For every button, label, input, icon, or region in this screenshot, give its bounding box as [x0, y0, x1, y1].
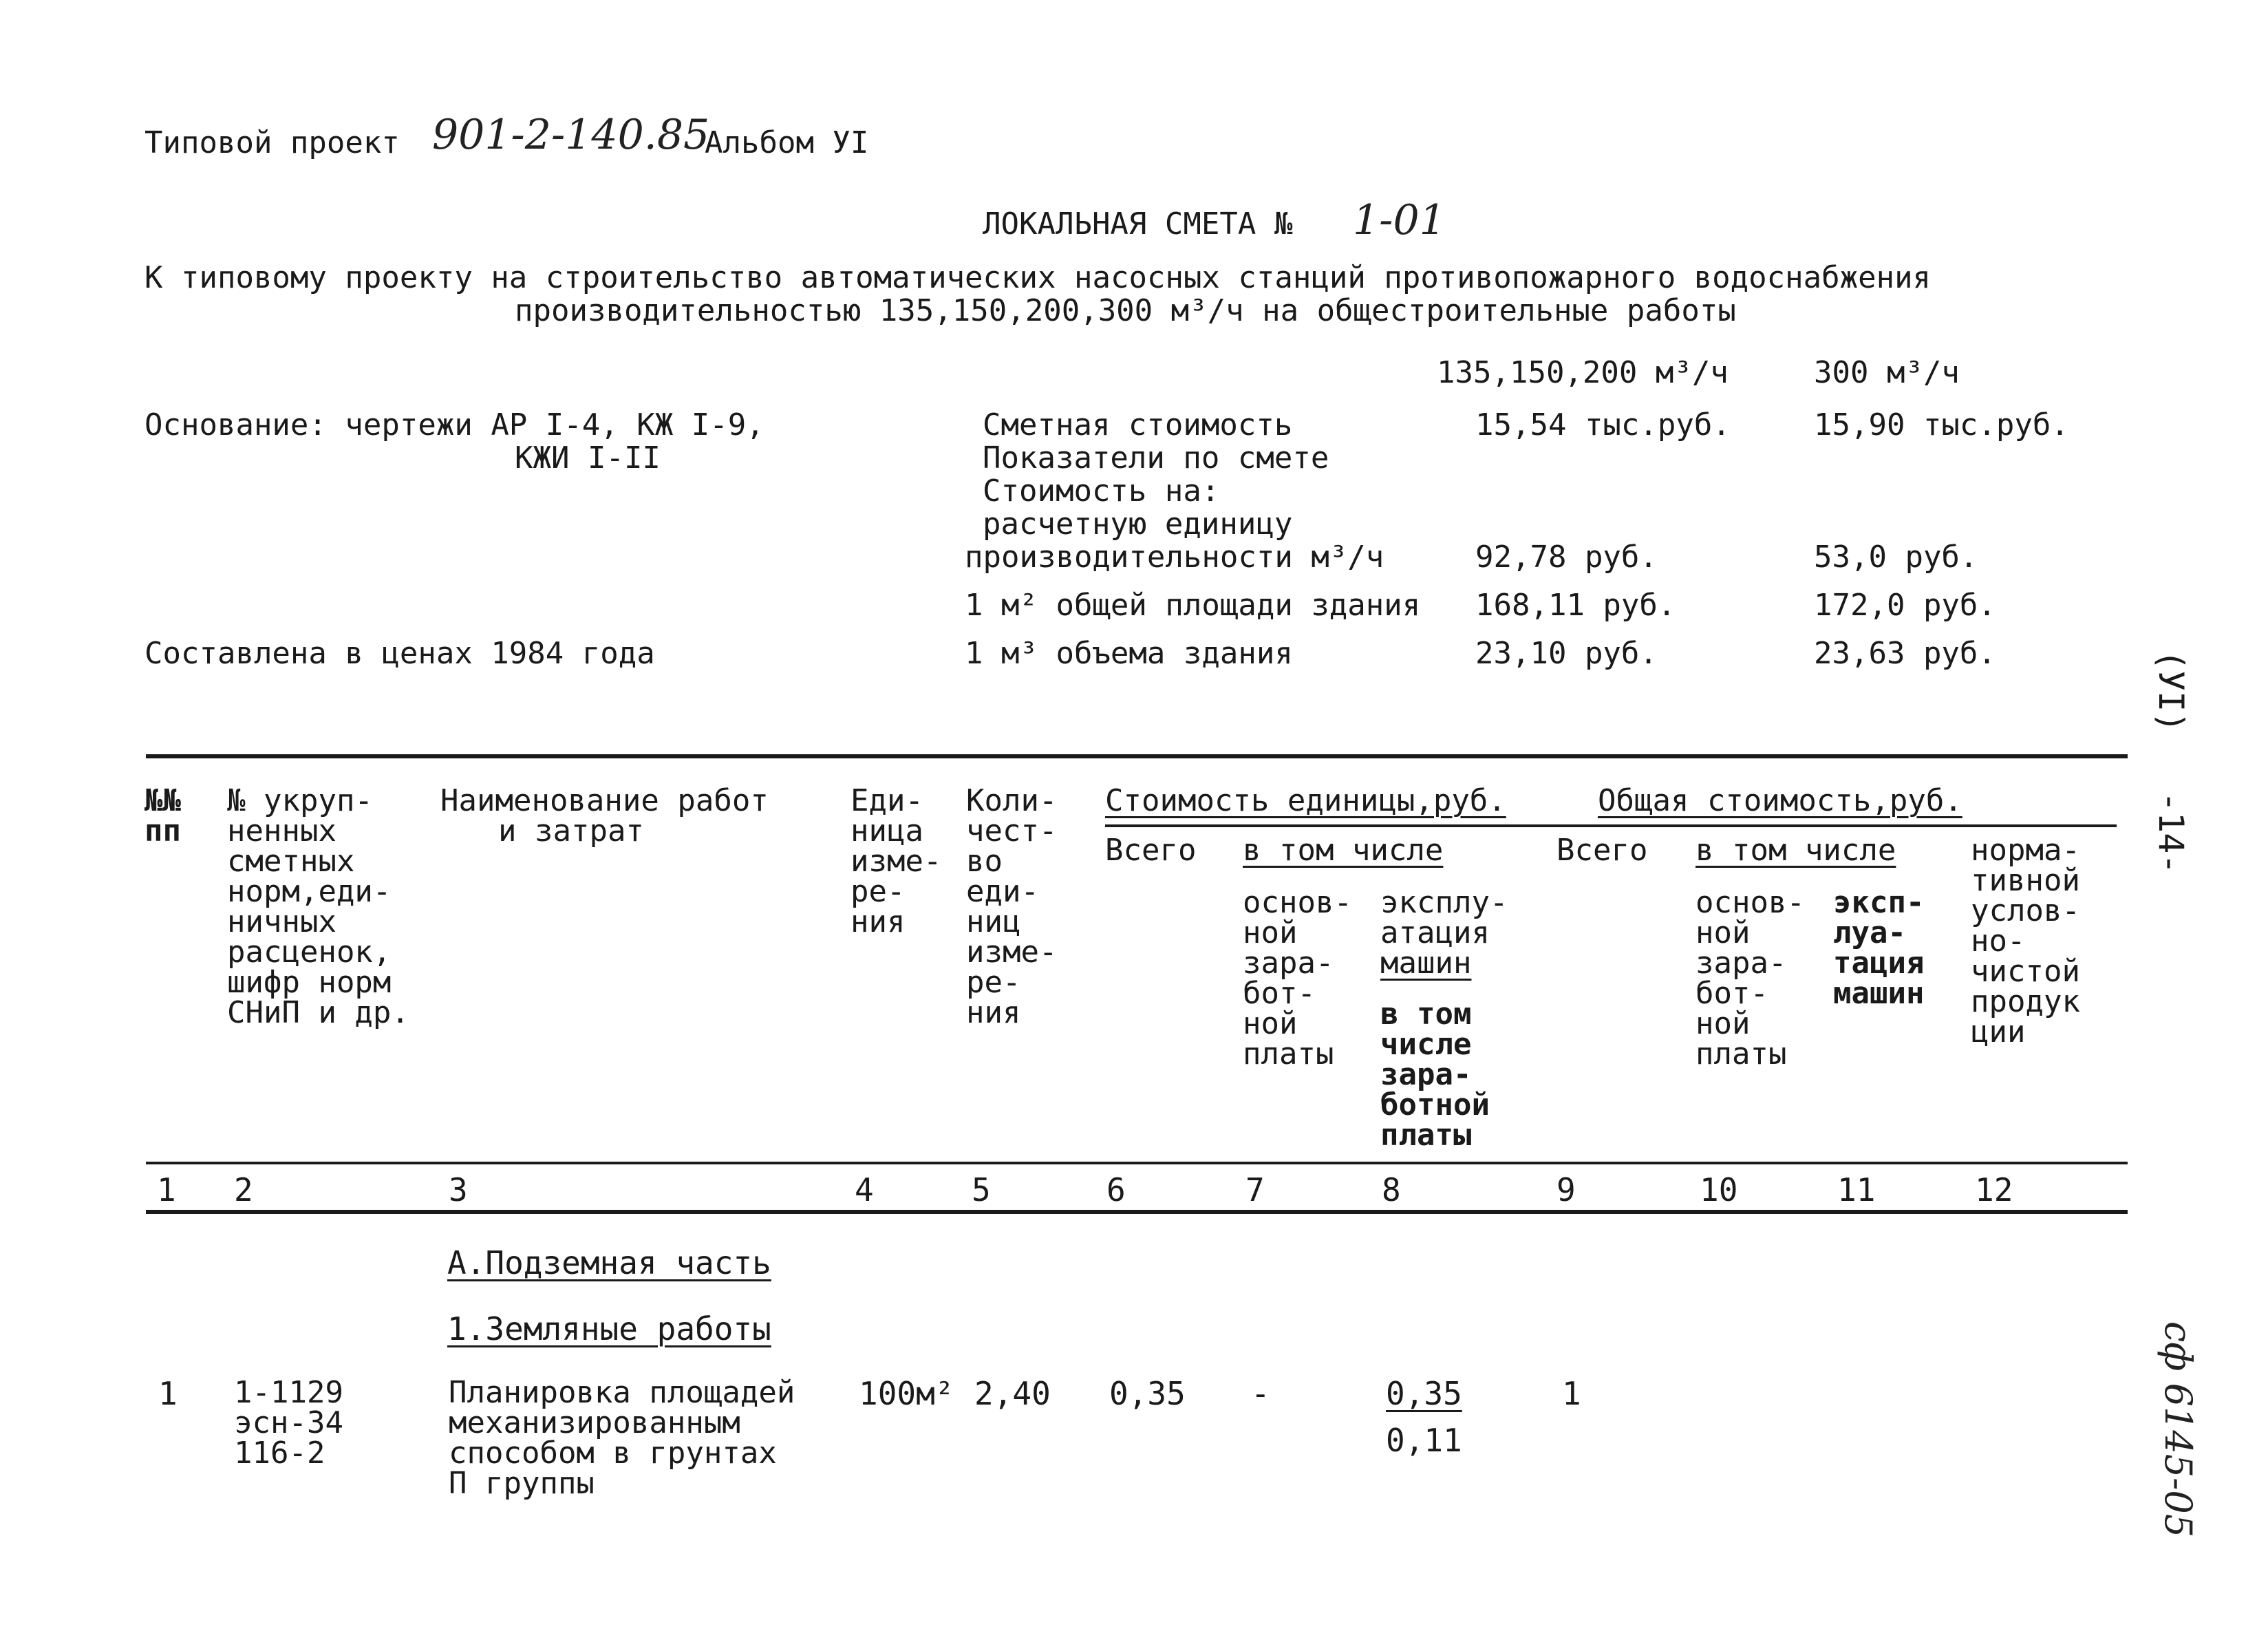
total-cost-group-header: Общая стоимость,руб. — [1598, 783, 1962, 818]
col-header-10: основ- ной зара- бот- ной платы — [1695, 885, 1805, 1071]
table-top-rule — [146, 754, 2128, 758]
col-header-7: основ- ной зара- бот- ной платы — [1243, 885, 1352, 1071]
unit-value-a: 92,78 руб. — [1475, 540, 1658, 575]
volume-value-a: 23,10 руб. — [1475, 636, 1658, 671]
basis-line-2: КЖИ I-II — [515, 440, 661, 476]
row-main-wage: - — [1251, 1375, 1270, 1412]
row-no: 1 — [158, 1375, 178, 1412]
volume-label: 1 м³ объема здания — [965, 636, 1293, 671]
indicators-label: Показатели по смете — [983, 440, 1329, 476]
col-header-8-bottom: в том числе зара- ботной платы — [1380, 996, 1490, 1153]
col-number-1: 1 — [157, 1171, 176, 1208]
page-number: -14- — [2151, 791, 2191, 875]
col-number-3: 3 — [449, 1171, 468, 1208]
row-grand-total: 1 — [1562, 1375, 1581, 1412]
estimate-title: ЛОКАЛЬНАЯ СМЕТА № — [983, 206, 1293, 242]
col-header-8-top: эксплу- атация машин — [1380, 885, 1508, 981]
col-number-8: 8 — [1382, 1171, 1401, 1208]
col-number-12: 12 — [1975, 1171, 2013, 1208]
unit-label-2: производительности м³/ч — [965, 540, 1384, 575]
col-header-2: № укруп- ненных сметных норм,еди- ничных расценок, шифр норм СНиП и др. — [227, 783, 409, 1030]
header-prefix: Типовой проект — [145, 125, 400, 160]
prices-year: Составлена в ценах 1984 года — [145, 636, 655, 671]
col-header-6: Всего — [1105, 833, 1197, 868]
col-number-6: 6 — [1106, 1171, 1126, 1208]
unit-value-b: 53,0 руб. — [1814, 540, 1978, 575]
col-number-5: 5 — [972, 1171, 991, 1208]
col-number-10: 10 — [1700, 1171, 1738, 1208]
col-header-11: эксп- луа- тация машин — [1833, 885, 1925, 1011]
project-number: 901-2-140.85 — [432, 111, 710, 159]
col-number-11: 11 — [1837, 1171, 1876, 1208]
row-code: 1-1129 эсн-34 116-2 — [234, 1375, 343, 1471]
row-machines: 0,35 — [1386, 1375, 1462, 1412]
indicator-col-b-header: 300 м³/ч — [1814, 355, 1960, 390]
col-header-12: норма- тивной услов- но- чистой продук ции — [1971, 833, 2080, 1049]
row-machines-wage: 0,11 — [1386, 1422, 1462, 1459]
area-label: 1 м² общей площади здания — [965, 588, 1421, 623]
col-number-4: 4 — [855, 1171, 874, 1208]
area-value-b: 172,0 руб. — [1814, 588, 1996, 623]
cost-per-label: Стоимость на: — [983, 473, 1220, 509]
row-unit-total: 0,35 — [1109, 1375, 1186, 1412]
column-numbers-bottom-rule — [146, 1210, 2128, 1214]
incl-header-a: в том числе — [1243, 833, 1444, 868]
incl-header-b: в том числе — [1695, 833, 1896, 868]
estimate-number: 1-01 — [1353, 196, 1446, 244]
subtitle-line-1: К типовому проекту на строительство автоматических насосных станций противопожарного водоснабжения — [145, 260, 1932, 295]
indicator-col-a-header: 135,150,200 м³/ч — [1437, 355, 1729, 390]
row-work-name: Планировка площадей механизированным способом в грунтах П группы — [449, 1375, 795, 1501]
volume-value-b: 23,63 руб. — [1814, 636, 1996, 671]
row-quantity: 2,40 — [974, 1375, 1051, 1412]
group-header-rule — [1105, 824, 2117, 827]
col-header-3: Наименование работ и затрат — [440, 783, 769, 849]
stamp-number: сф 6145-05 — [2157, 1321, 2200, 1538]
col-header-4: Еди- ница изме- ре- ния — [850, 783, 942, 939]
unit-cost-group-header: Стоимость единицы,руб. — [1105, 783, 1506, 818]
sheet-mark: (УI) — [2151, 650, 2191, 733]
subtitle-line-2: производительностью 135,150,200,300 м³/ч на общестроительные работы — [515, 293, 1736, 328]
col-header-9: Всего — [1556, 833, 1648, 868]
basis-line-1: Основание: чертежи АР I-4, КЖ I-9, — [145, 407, 764, 443]
album-label: Альбом УI — [705, 125, 869, 160]
section-1-heading: 1.Земляные работы — [447, 1310, 771, 1347]
unit-label-1: расчетную единицу — [983, 507, 1293, 542]
column-numbers-top-rule — [146, 1162, 2128, 1164]
col-number-9: 9 — [1556, 1171, 1576, 1208]
col-number-7: 7 — [1245, 1171, 1265, 1208]
col-header-5: Коли- чест- во еди- ниц изме- ре- ния — [966, 783, 1058, 1030]
cost-label: Сметная стоимость — [983, 407, 1293, 443]
area-value-a: 168,11 руб. — [1475, 588, 1676, 623]
cost-value-a: 15,54 тыс.руб. — [1475, 407, 1731, 443]
cost-value-b: 15,90 тыс.руб. — [1814, 407, 2069, 443]
col-header-1: №№ пп — [145, 783, 181, 849]
row-unit: 100м² — [859, 1375, 954, 1412]
col-number-2: 2 — [234, 1171, 253, 1208]
section-a-heading: А.Подземная часть — [447, 1244, 771, 1281]
